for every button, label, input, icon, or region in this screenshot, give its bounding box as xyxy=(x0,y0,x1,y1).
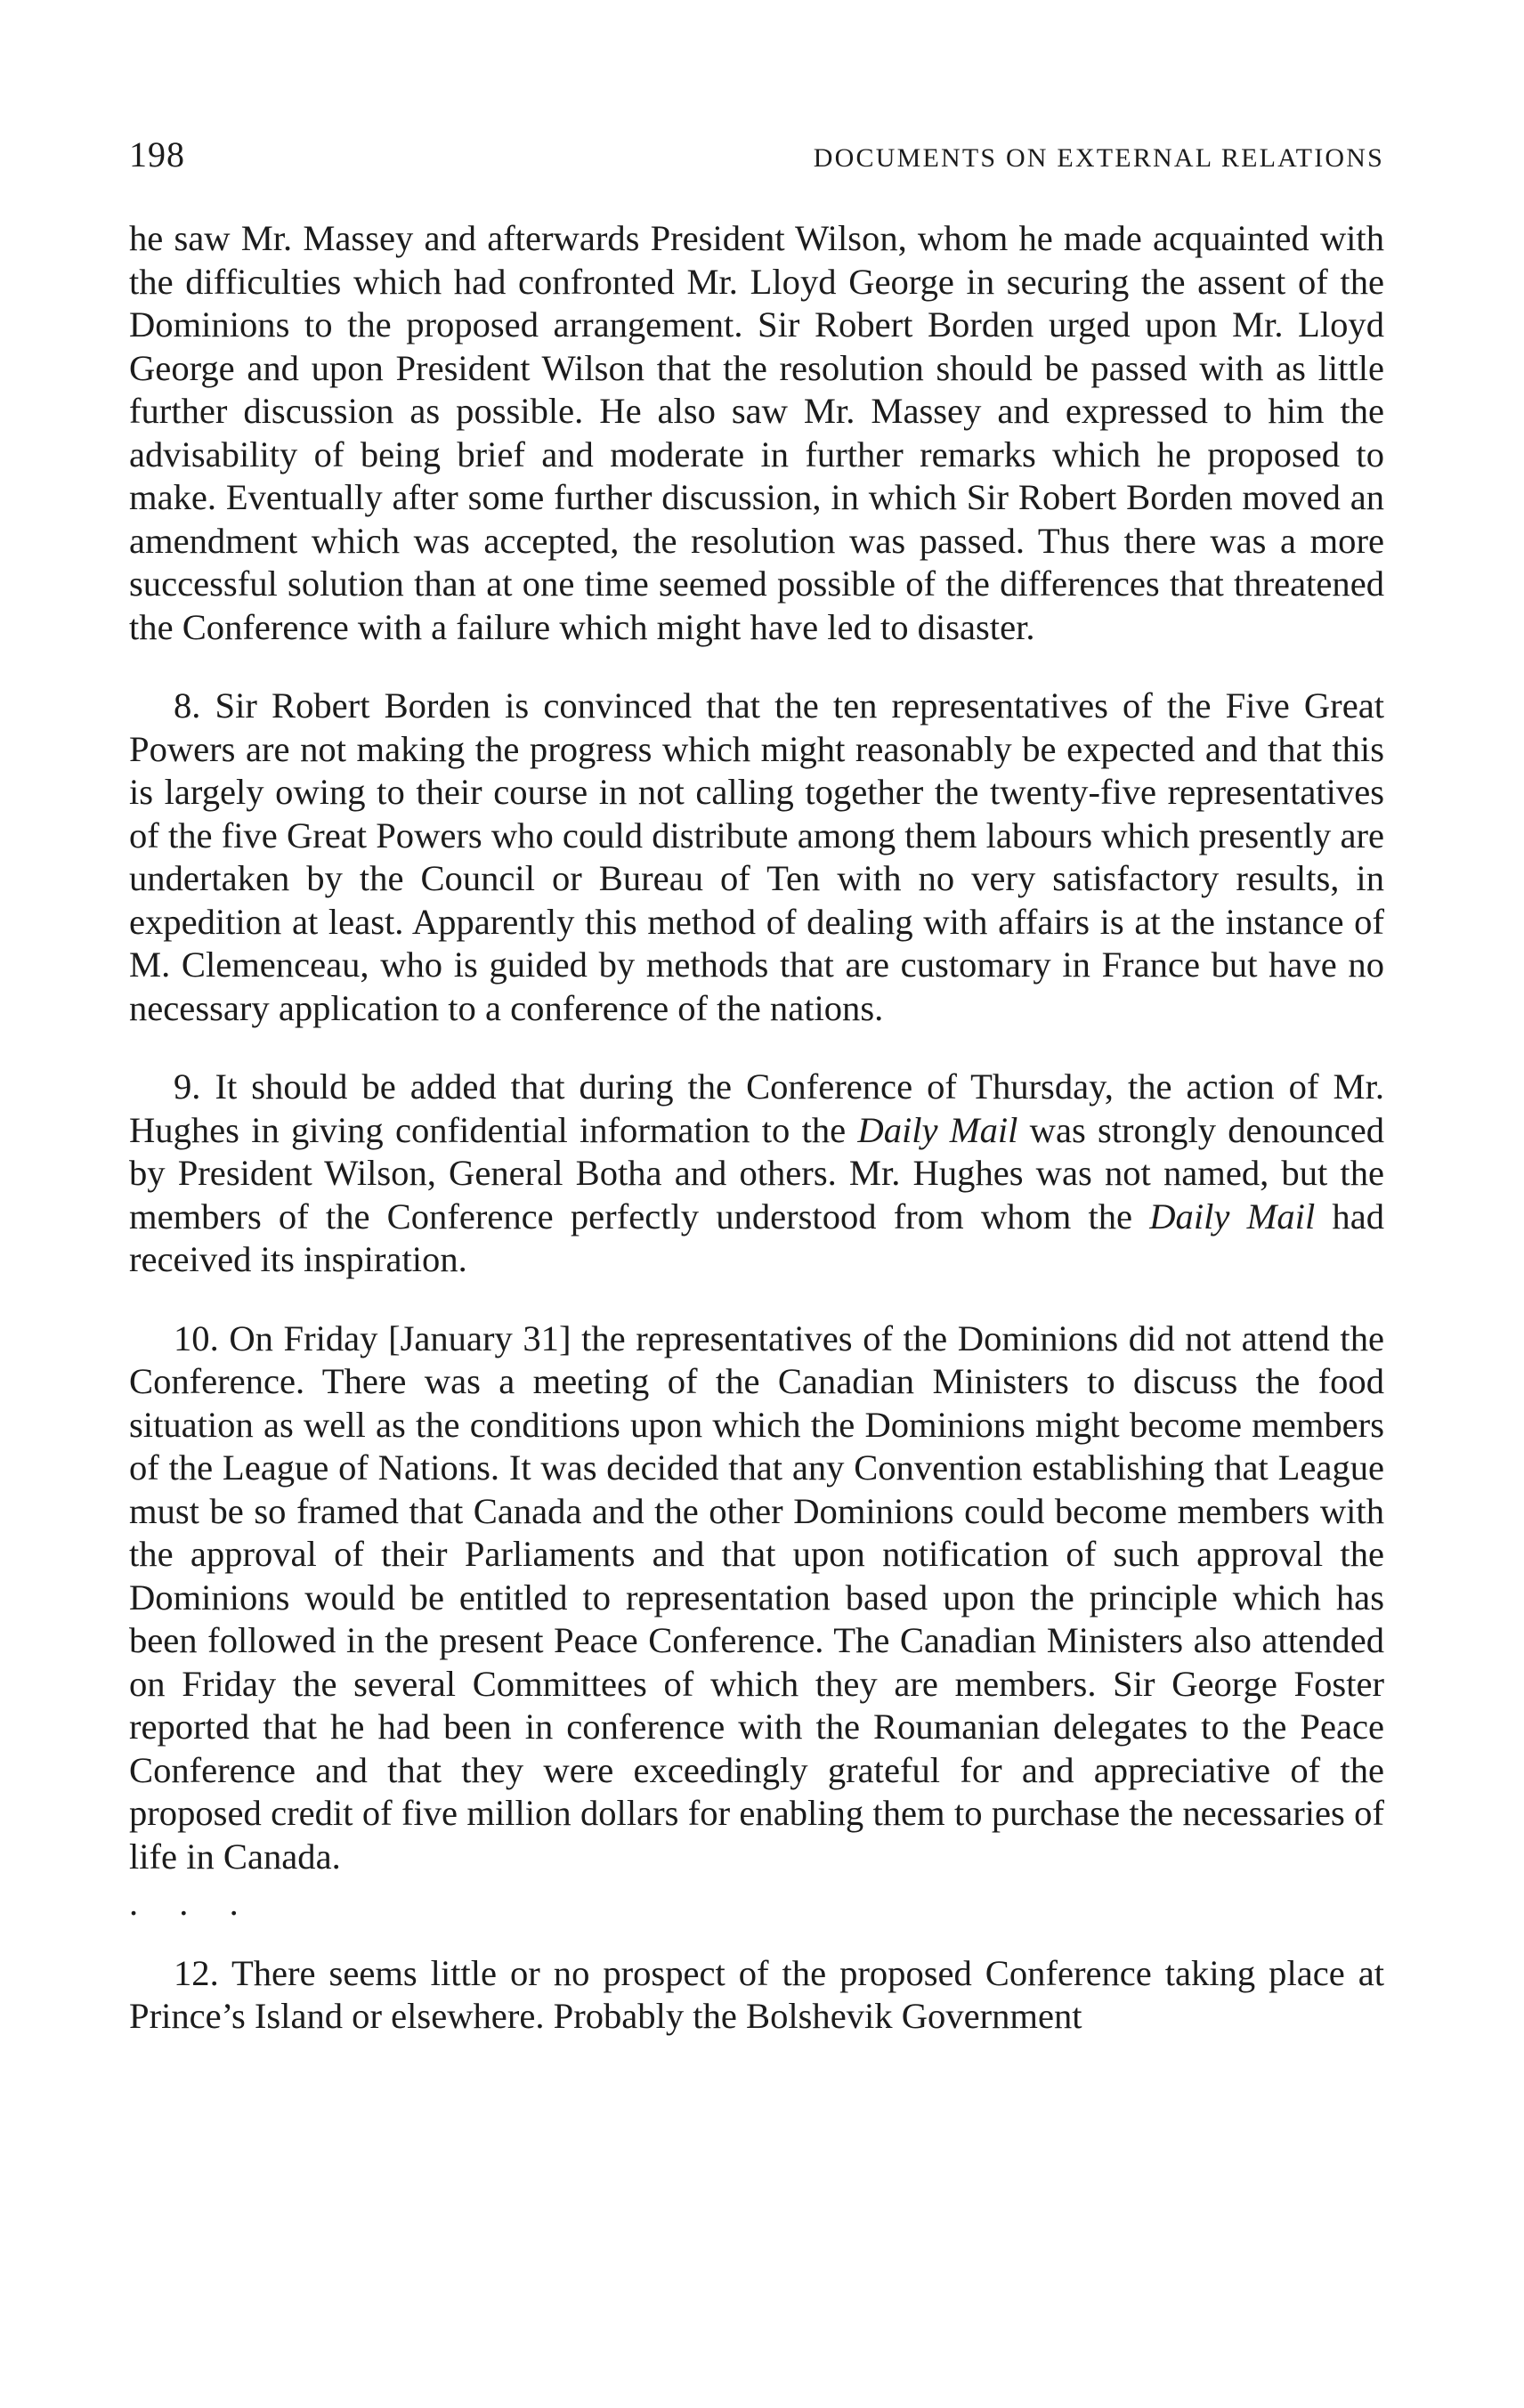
paragraph-12: 12. There seems little or no prospect of the proposed Conference taking place at Prince’s Island or elsewhere. Probably the Bolshevik Government xyxy=(129,1952,1384,2036)
paragraph-8: 8. Sir Robert Borden is convinced that the ten representatives of the Five Great Powers are not making the progress which might reasonably be expected and that this is largely owing to their course in not calling together the twenty-five representatives of the five Great Powers who could distribute among them labours which presently are undertaken by the Council or Bureau of Ten with no very satisfactory results, in expedition at least. Apparently this method of dealing with affairs is at the instance of M. Clemenceau, who is guided by methods that are customary in France but have no necessary application to a conference of the nations. xyxy=(129,685,1384,1028)
omission-ellipsis: . . . xyxy=(129,1883,255,1923)
paragraph-10: 10. On Friday [January 31] the representatives of the Dominions did not attend the Conference. There was a meeting of the Canadian Ministers to discuss the food situation as well as the conditions upon which the Dominions might become members of the League of Nations. It was decided that any Convention establishing that League must be so framed that Canada and the other Dominions could become members with the approval of their Parliaments and that upon notification of such approval the Dominions would be entitled to representation based upon the principle which has been followed in the present Peace Conference. The Canadian Ministers also attended on Friday the several Committees of which they are members. Sir George Foster reported that he had been in conference with the Roumanian delegates to the Peace Conference and that they were exceedingly grateful for and appreciative of the proposed credit of five million dollars for enabling them to purchase the necessaries of life in Canada. xyxy=(129,1318,1384,1877)
running-title: DOCUMENTS ON EXTERNAL RELATIONS xyxy=(813,143,1384,173)
paragraph-9-text-a: 9. It should be added that during the Conference of Thursday, the action of Mr. Hughes in giving confidential information to the xyxy=(129,1066,1384,1150)
paragraph-9 xyxy=(129,1066,1384,1282)
newspaper-title: Daily Mail xyxy=(1149,1196,1316,1236)
page-number: 198 xyxy=(129,134,185,174)
paragraph-9-text-c: had received its inspiration. xyxy=(129,1196,1384,1279)
newspaper-title: Daily Mail xyxy=(857,1109,1018,1150)
running-header xyxy=(129,134,1384,187)
document-page xyxy=(129,134,1384,2039)
paragraph-9-text-b: was strongly denounced by President Wilson, General Botha and others. Mr. Hughes was not named, but the members of the Conference perfectly understood from whom the xyxy=(129,1109,1385,1236)
paragraph-continued: he saw Mr. Massey and afterwards President Wilson, whom he made acquainted with the difficulties which had confronted Mr. Lloyd George in securing the assent of the Dominions to the proposed arrangement. Sir Robert Borden urged upon Mr. Lloyd George and upon President Wilson that the resolution should be passed with as little further discussion as possible. He also saw Mr. Massey and expressed to him the advisability of being brief and moderate in further remarks which he proposed to make. Eventually after some further discussion, in which Sir Robert Borden moved an amendment which was accepted, the resolution was passed. Thus there was a more successful solution than at one time seemed possible of the differences that threatened the Conference with a failure which might have led to disaster. xyxy=(129,218,1384,647)
